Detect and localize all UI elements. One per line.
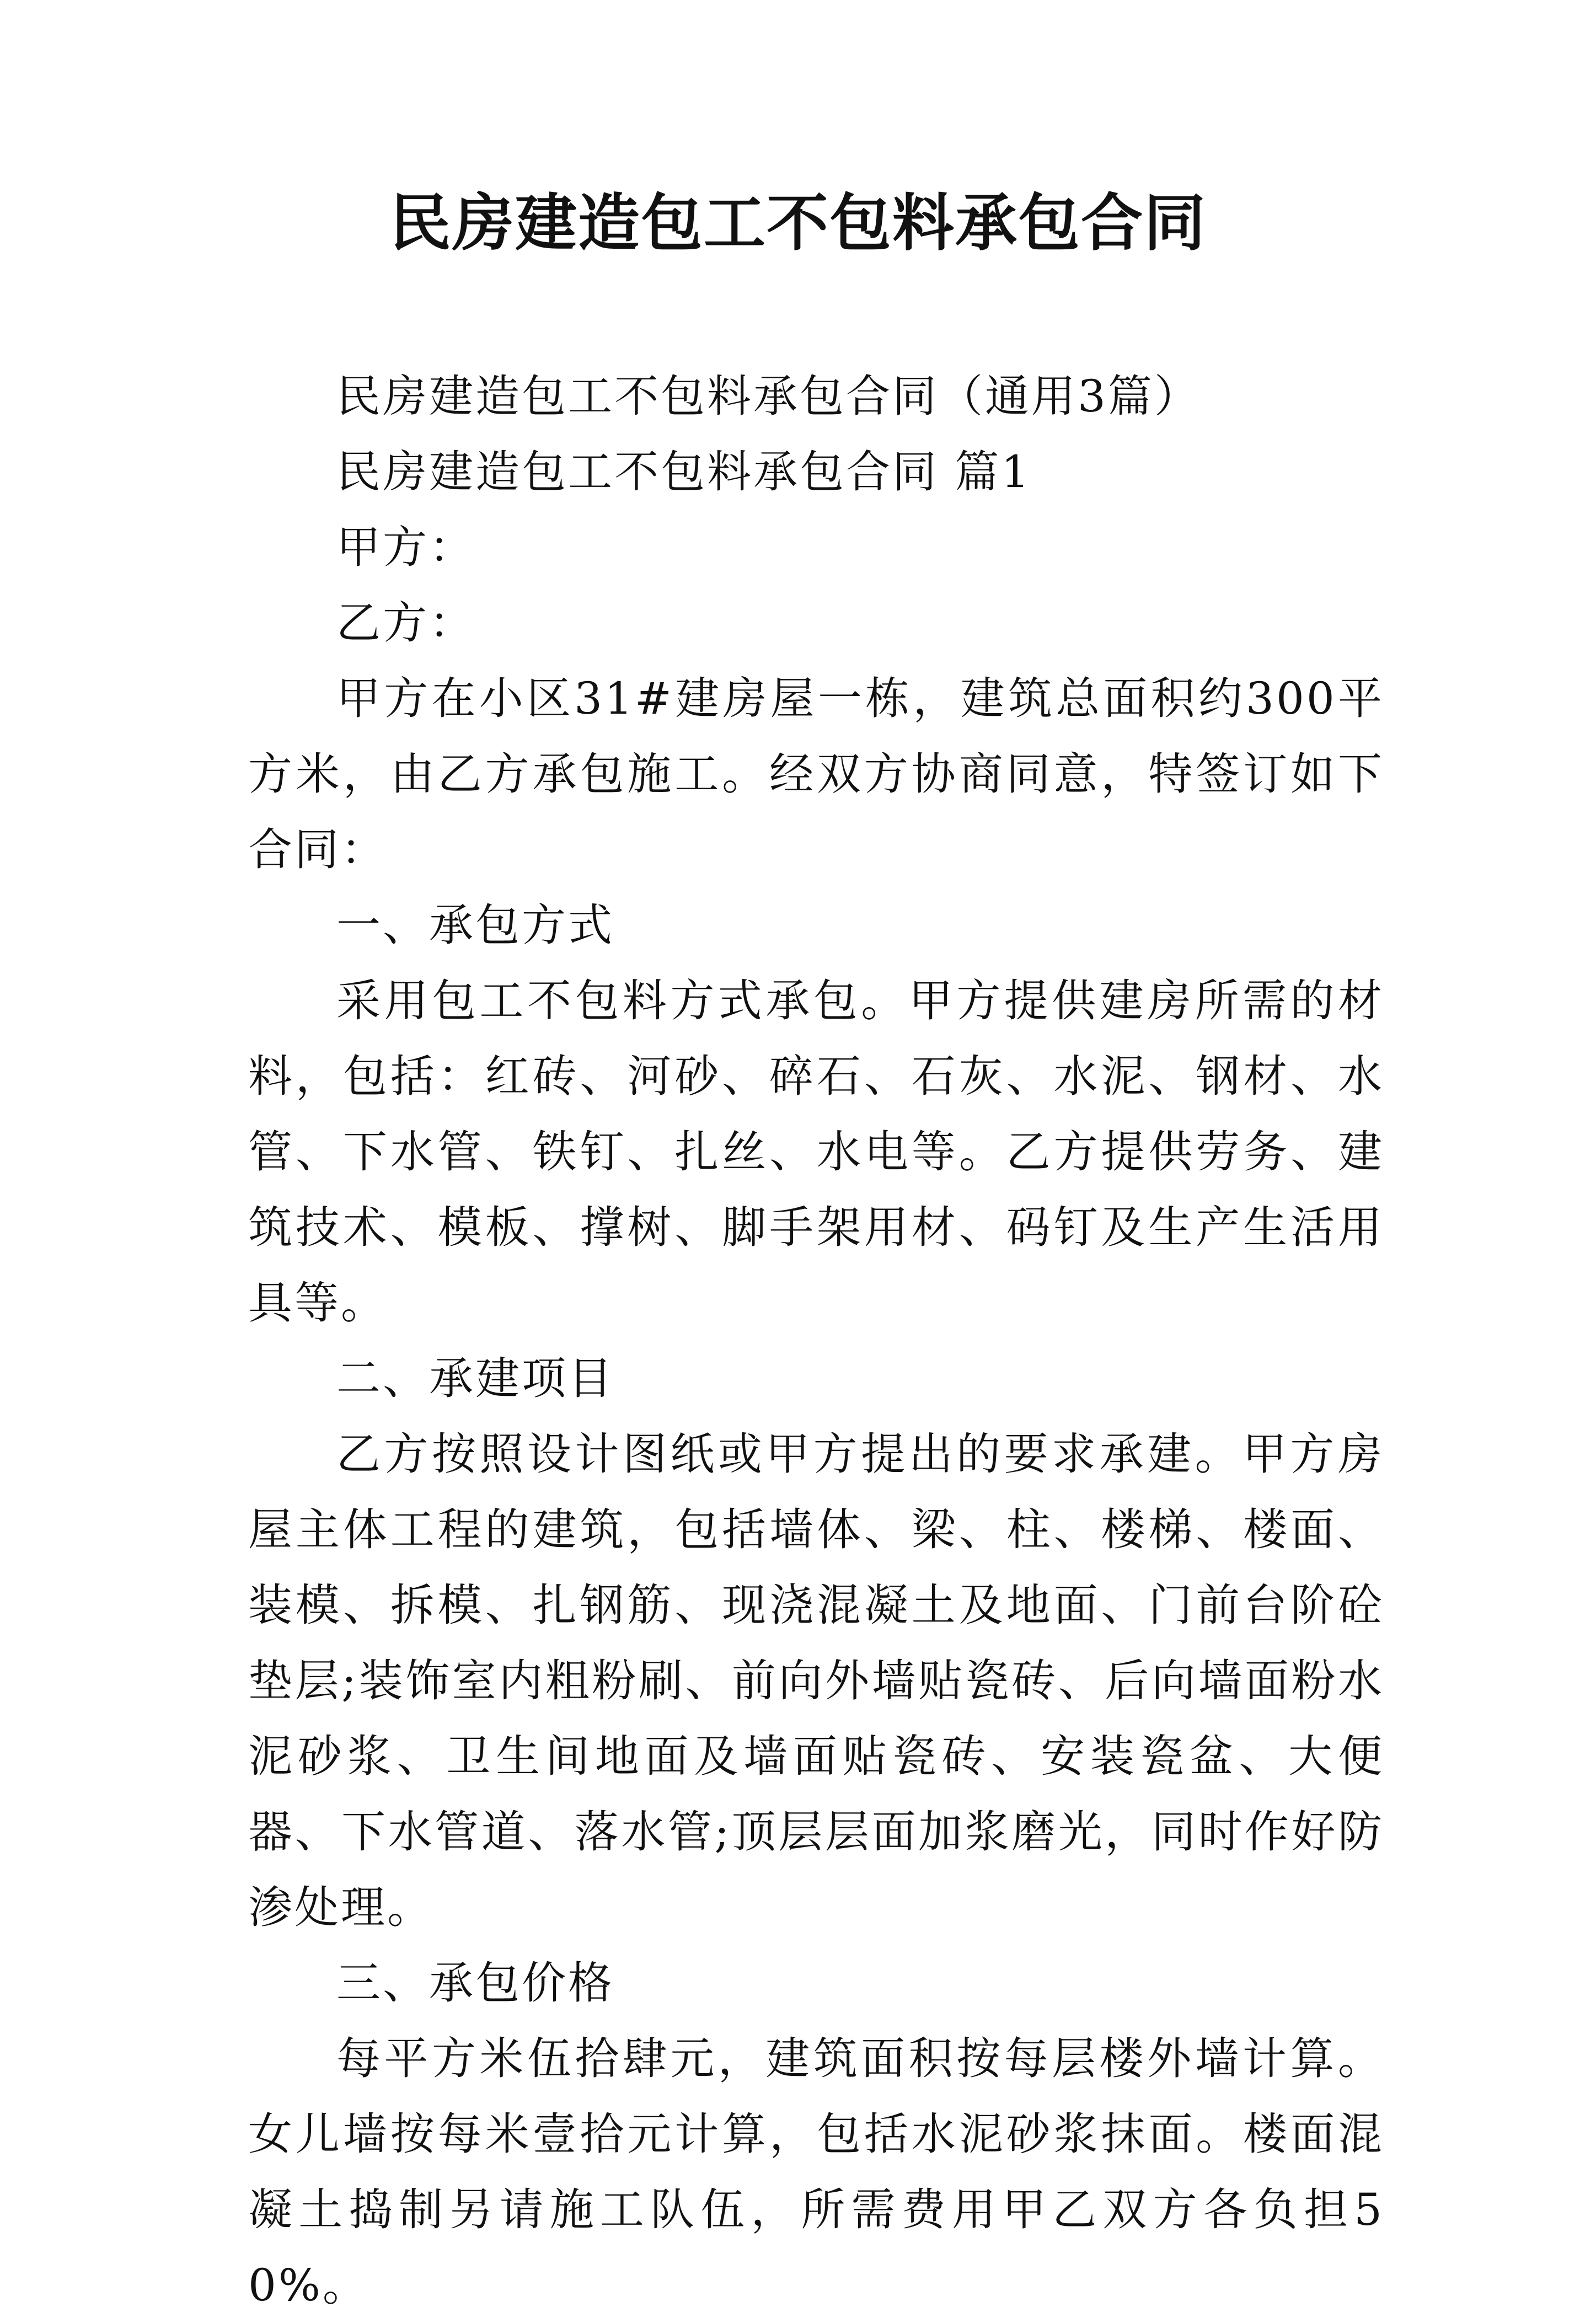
document-title: 民房建造包工不包料承包合同 (389, 187, 1207, 259)
paragraph-construction-items: 乙方按照设计图纸或甲方提出的要求承建。甲方房屋主体工程的建筑，包括墙体、梁、柱、楼梯、楼面、装模、拆模、扎钢筋、现浇混凝土及地面、门前台阶砼垫层;装饰室内粗粉刷、前向外墙贴瓷砖、后向墙面粉水泥砂浆、卫生间地面及墙面贴瓷砖、安装瓷盆、大便器、下水管道、落水管;顶层层面加浆磨光，同时作好防渗处理。 (248, 1428, 1384, 1933)
heading-contract-price: 三、承包价格 (336, 1957, 614, 2009)
document-body (248, 358, 1384, 2323)
paragraph-contract-price: 每平方米伍拾肆元，建筑面积按每层楼外墙计算。女儿墙按每米壹拾元计算，包括水泥砂浆抹面。楼面混凝土捣制另请施工队伍，所需费用甲乙双方各负担50%。 (248, 2033, 1384, 2311)
heading-construction-items: 二、承建项目 (336, 1353, 614, 1404)
paragraph-subtitle: 民房建造包工不包料承包合同（通用3篇） (336, 371, 1201, 422)
paragraph-intro: 甲方在小区31#建房屋一栋，建筑总面积约300平方米，由乙方承包施工。经双方协商同意，特签订如下合同： (248, 673, 1384, 875)
paragraph-section-heading: 民房建造包工不包料承包合同 篇1 (336, 446, 1032, 497)
paragraph-contract-method: 采用包工不包料方式承包。甲方提供建房所需的材料，包括：红砖、河砂、碎石、石灰、水泥、钢材、水管、下水管、铁钉、扎丝、水电等。乙方提供劳务、建筑技术、模板、撑树、脚手架用材、码钉及生产生活用具等。 (248, 975, 1384, 1329)
paragraph-party-a: 甲方： (336, 522, 475, 573)
paragraph-party-b: 乙方： (336, 597, 475, 649)
heading-contract-method: 一、承包方式 (336, 900, 614, 951)
